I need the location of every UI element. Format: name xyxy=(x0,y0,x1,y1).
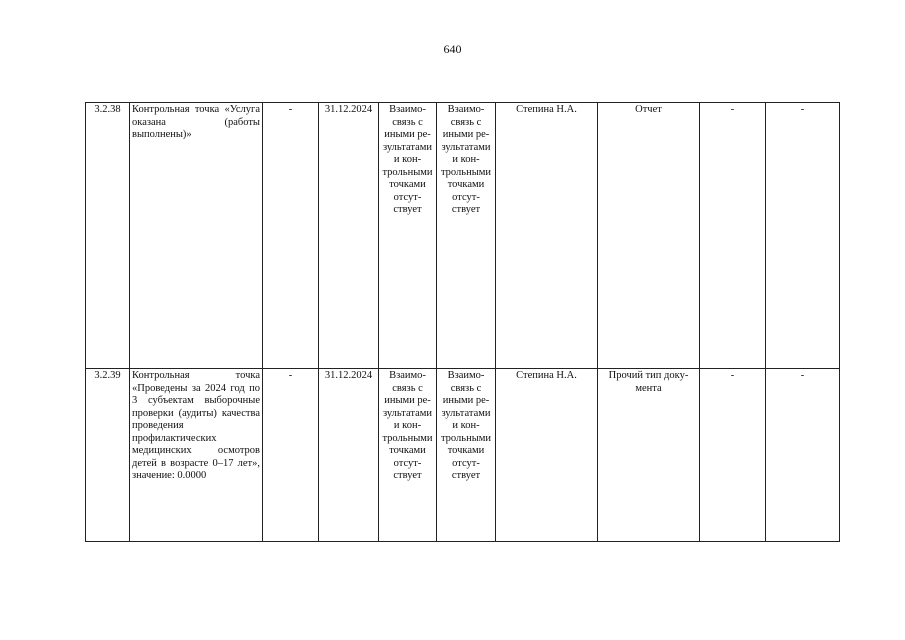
due-date: 31.12.2024 xyxy=(319,103,379,369)
cell-dash: - xyxy=(766,103,840,369)
relation-successor: Взаимо- связь с иными ре- зультатами и кон- трольными точками отсут- ствует xyxy=(437,369,496,542)
control-points-table xyxy=(85,102,840,542)
responsible-person: Степина Н.А. xyxy=(496,103,598,369)
table-row xyxy=(86,103,840,369)
document-type: Отчет xyxy=(598,103,700,369)
row-number: 3.2.39 xyxy=(86,369,130,542)
responsible-person: Степина Н.А. xyxy=(496,369,598,542)
control-point-name: Контрольная точка «Услуга оказана (работы выполнены)» xyxy=(130,103,263,369)
cell-dash: - xyxy=(263,369,319,542)
relation-predecessor: Взаимо- связь с иными ре- зультатами и кон- трольными точками отсут- ствует xyxy=(379,369,437,542)
cell-dash: - xyxy=(263,103,319,369)
table-row xyxy=(86,369,840,542)
relation-successor: Взаимо- связь с иными ре- зультатами и кон- трольными точками отсут- ствует xyxy=(437,103,496,369)
control-point-name: Контрольная точка «Проведены за 2024 год по 3 субъектам выборочные проверки (аудиты) качества проведения профилактических медицинских осмотров детей в возрасте 0–17 лет», значение: 0.0000 xyxy=(130,369,263,542)
document-type: Прочий тип доку- мента xyxy=(598,369,700,542)
cell-dash: - xyxy=(766,369,840,542)
cell-dash: - xyxy=(700,103,766,369)
row-number: 3.2.38 xyxy=(86,103,130,369)
cell-dash: - xyxy=(700,369,766,542)
relation-predecessor: Взаимо- связь с иными ре- зультатами и кон- трольными точками отсут- ствует xyxy=(379,103,437,369)
page-number: 640 xyxy=(443,42,462,56)
due-date: 31.12.2024 xyxy=(319,369,379,542)
